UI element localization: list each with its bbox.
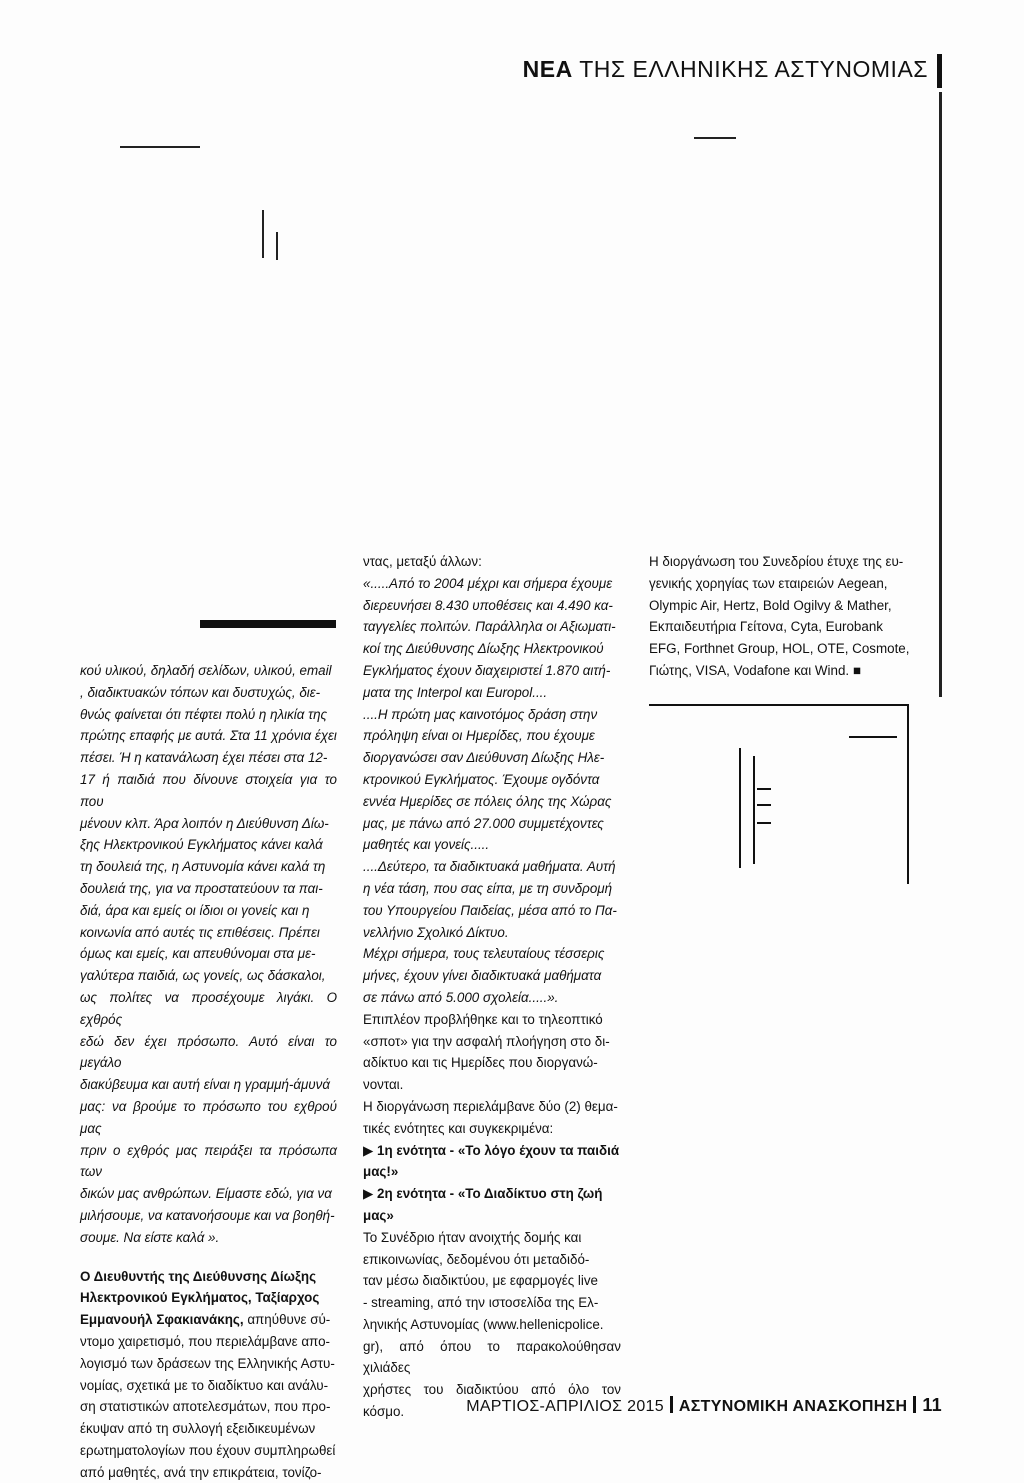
text-line: κοινωνία από αυτές τις επιθέσεις. Πρέπει	[80, 924, 320, 940]
text-line: Ο Διευθυντής της Διεύθυνσης Δίωξης	[80, 1268, 317, 1284]
column-separator-bar	[200, 620, 336, 628]
header-bar	[937, 54, 942, 88]
text-line: Η διοργάνωση περιελάμβανε δύο (2) θεμα-	[363, 1098, 618, 1114]
text-line: ....Η πρώτη μας καινοτόμος δράση στην	[363, 706, 598, 722]
text-line: νομίας, σχετικά με το διαδίκτυο και ανάλυ-	[80, 1377, 329, 1393]
text-line: μαθητές και γονείς.....	[363, 837, 490, 853]
text-line: πέσει. Ή η κατανάλωση έχει πέσει στα 12-	[80, 750, 328, 766]
photo-edge	[120, 146, 200, 148]
column-1	[80, 660, 337, 1483]
text-line: πρόληψη είναι οι Ημερίδες, που έχουμε	[363, 728, 595, 744]
text-line: ληνικής Αστυνομίας (www.hellenicpolice.	[363, 1316, 604, 1332]
text-line: κοί της Διεύθυνσης Δίωξης Ηλεκτρονικού	[363, 641, 604, 657]
unit-2-line-a: ▶ 2η ενότητα - «Το Διαδίκτυο στη ζωή	[363, 1186, 603, 1202]
sponsors-text	[649, 551, 919, 682]
director-rest: απηύθυνε σύ-	[243, 1312, 331, 1328]
text-line: , διαδικτυακών τόπων και δυστυχώς, διε-	[80, 684, 321, 700]
issue-date: ΜΑΡΤΙΟΣ-ΑΠΡΙΛΙΟΣ 2015	[466, 1398, 664, 1415]
body-text	[80, 1331, 337, 1483]
quote-text	[80, 660, 337, 1249]
text-line: γενικής χορηγίας των εταιρειών Aegean,	[649, 575, 888, 591]
text-line: κού υλικού, δηλαδή σελίδων, υλικού, email	[80, 663, 332, 678]
director-name: Εμμανουήλ Σφακιανάκης,	[80, 1312, 244, 1328]
text-line: διοργανώσει σαν Διεύθυνση Δίωξης Ηλε-	[363, 750, 605, 766]
text-line: θνώς φαίνεται ότι πέφτει πολύ η ηλικία της	[80, 706, 328, 722]
text-line: έκυψαν από τη συλλογή εξειδικευμένων	[80, 1421, 316, 1437]
text-line: ξης Ηλεκτρονικού Εγκλήματος κάνει καλά	[80, 837, 323, 853]
text-line: Μέχρι σήμερα, τους τελευταίους τέσσερις	[363, 946, 605, 962]
text-line: ντομο χαιρετισμό, που περιελάμβανε απο-	[80, 1333, 331, 1349]
section-header-bold: ΝΕΑ	[522, 56, 573, 82]
text-line: επικοινωνίας, δεδομένου ότι μεταδιδό-	[363, 1251, 590, 1267]
text-line: μήνες, έχουν γίνει διαδικτυακά μαθήματα	[363, 968, 602, 984]
text-line: Γιώτης, VISA, Vodafone και Wind. ■	[649, 662, 861, 678]
text-line: μένουν κλπ. Άρα λοιπόν η Διεύθυνση Δίω-	[80, 815, 329, 831]
frame-rule	[939, 92, 942, 697]
text-line: «σποτ» για την ασφαλή πλοήγηση στο δι-	[363, 1033, 610, 1049]
section-header	[523, 56, 928, 83]
text-line: διακύβευμα και αυτή είναι η γραμμή-άμυνά	[80, 1077, 331, 1093]
text-line: Εκπαιδευτήρια Γείτονα, Cyta, Eurobank	[649, 619, 883, 635]
text-line: μας, με πάνω από 27.000 συμμετέχοντες	[363, 815, 604, 831]
text-line: εννέα Ημερίδες σε πόλεις όλης της Χώρας	[363, 793, 612, 809]
page-footer	[466, 1395, 942, 1416]
text-line: Olympic Air, Hertz, Bold Ogilvy & Mather,	[649, 597, 892, 613]
text-line: η νέα τάση, που σας είπα, με τη συνδρομή	[363, 880, 613, 896]
column-3	[649, 551, 919, 682]
text-line: ματα της Interpol και Europol....	[363, 684, 548, 700]
text-line: δουλειά της, για να προστατεύουν τα παι-	[80, 880, 323, 896]
text-line: πριν ο εχθρός μας πειράξει τα πρόσωπα των	[80, 1142, 337, 1180]
column-2	[363, 551, 621, 1423]
text-line: EFG, Forthnet Group, HOL, OTE, Cosmote,	[649, 641, 910, 657]
text-line: μας: να βρούμε το πρόσωπο του εχθρού μας	[80, 1098, 337, 1136]
unit-1-line-a: ▶ 1η ενότητα - «Το λόγο έχουν τα παιδιά	[363, 1142, 620, 1158]
section-header-rest: ΤΗΣ ΕΛΛΗΝΙΚΗΣ ΑΣΤΥΝΟΜΙΑΣ	[572, 56, 928, 82]
text-line: σε πάνω από 5.000 σχολεία.....».	[363, 989, 559, 1005]
end-mark: ■	[849, 662, 861, 678]
text-line: νελλήνιο Σχολικό Δίκτυο.	[363, 924, 509, 940]
photo-edge	[262, 210, 264, 258]
text-line: διά, άρα και εμείς οι ίδιοι οι γονείς και η	[80, 902, 310, 918]
text-line: Ηλεκτρονικού Εγκλήματος, Ταξίαρχος	[80, 1290, 320, 1306]
text-line: ταν μέσω διαδικτύου, με εφαρμογές live	[363, 1273, 599, 1289]
text-line: ....Δεύτερο, τα διαδικτυακά μαθήματα. Αυτή	[363, 859, 616, 875]
text-line: κτρονικού Εγκλήματος. Έχουμε ογδόντα	[363, 771, 600, 787]
page-number: 11	[922, 1395, 942, 1415]
text-line: τικές ενότητες και συγκεκριμένα:	[363, 1120, 554, 1136]
text-line: διερευνήσει 8.430 υποθέσεις και 4.490 κα-	[363, 597, 613, 613]
article-text	[363, 551, 621, 1140]
text-line: Εγκλήματος έχουν διαχειριστεί 1.870 αιτή-	[363, 662, 611, 678]
text-line: gr), από όπου το παρακολούθησαν χιλιάδες	[363, 1338, 621, 1376]
text-line: τη δουλειά της, η Αστυνομία κάνει καλά τη	[80, 859, 326, 875]
text-line: ντας, μεταξύ άλλων:	[363, 554, 482, 569]
director-text	[80, 1266, 337, 1310]
unit-1-line-b: μας!»	[363, 1164, 399, 1180]
text-line: λογισμό των δράσεων της Ελληνικής Αστυ-	[80, 1355, 335, 1371]
text-line: μιλήσουμε, να κατανοήσουμε και να βοηθή-	[80, 1207, 335, 1223]
text-line: αδίκτυο και τις Ημερίδες που διοργανώ-	[363, 1055, 598, 1071]
text-line: όμως και εμείς, και απευθύνομαι στα με-	[80, 946, 316, 962]
magazine-name: ΑΣΤΥΝΟΜΙΚΗ ΑΝΑΣΚΟΠΗΣΗ	[678, 1398, 908, 1415]
text-line: «.....Από το 2004 μέχρι και σήμερα έχουμε	[363, 575, 613, 591]
text-line: - streaming, από την ιστοσελίδα της Ελ-	[363, 1295, 599, 1311]
decorative-frame	[649, 704, 919, 884]
text-line: 17 ή παιδιά που δίνουνε στοιχεία για το που	[80, 771, 337, 809]
text-line: εδώ δεν έχει πρόσωπο. Αυτό είναι το μεγάλο	[80, 1033, 337, 1071]
text-line: του Υπουργείου Παιδείας, μέσα από το Πα-	[363, 902, 617, 918]
text-line: χρήστες του διαδικτύου από όλο τον κόσμο.	[363, 1382, 621, 1420]
text-line: ση στατιστικών αποτελεσμάτων, που προ-	[80, 1399, 331, 1415]
text-line: Το Συνέδριο ήταν ανοιχτής δομής και	[363, 1229, 582, 1245]
text-line: γαλύτερα παιδιά, ως γονείς, ως δάσκαλοι,	[80, 968, 326, 984]
text-line: ερωτηματολογίων που έχουν συμπληρωθεί	[80, 1442, 336, 1458]
text-line: Επιπλέον προβλήθηκε και το τηλεοπτικό	[363, 1011, 603, 1027]
text-line: Η διοργάνωση του Συνεδρίου έτυχε της ευ-	[649, 554, 904, 569]
closing-text	[363, 1227, 621, 1423]
text-line: πρώτης επαφής με αυτά. Στα 11 χρόνια έχει	[80, 728, 337, 744]
photo-edge	[694, 137, 736, 139]
text-line: από μαθητές, ανά την επικράτεια, τονίζο-	[80, 1464, 322, 1480]
text-line: σουμε. Να είστε καλά ».	[80, 1229, 220, 1245]
text-line: νονται.	[363, 1077, 404, 1093]
text-line: ως πολίτες να προσέχουμε λιγάκι. Ο εχθρός	[80, 989, 337, 1027]
unit-2-line-b: μας»	[363, 1207, 394, 1223]
text-line: δικών μας ανθρώπων. Είμαστε εδώ, για να	[80, 1186, 332, 1202]
text-line: ταγγελίες πολιτών. Παράλληλα οι Αξιωματι-	[363, 619, 616, 635]
photo-edge	[276, 232, 278, 260]
